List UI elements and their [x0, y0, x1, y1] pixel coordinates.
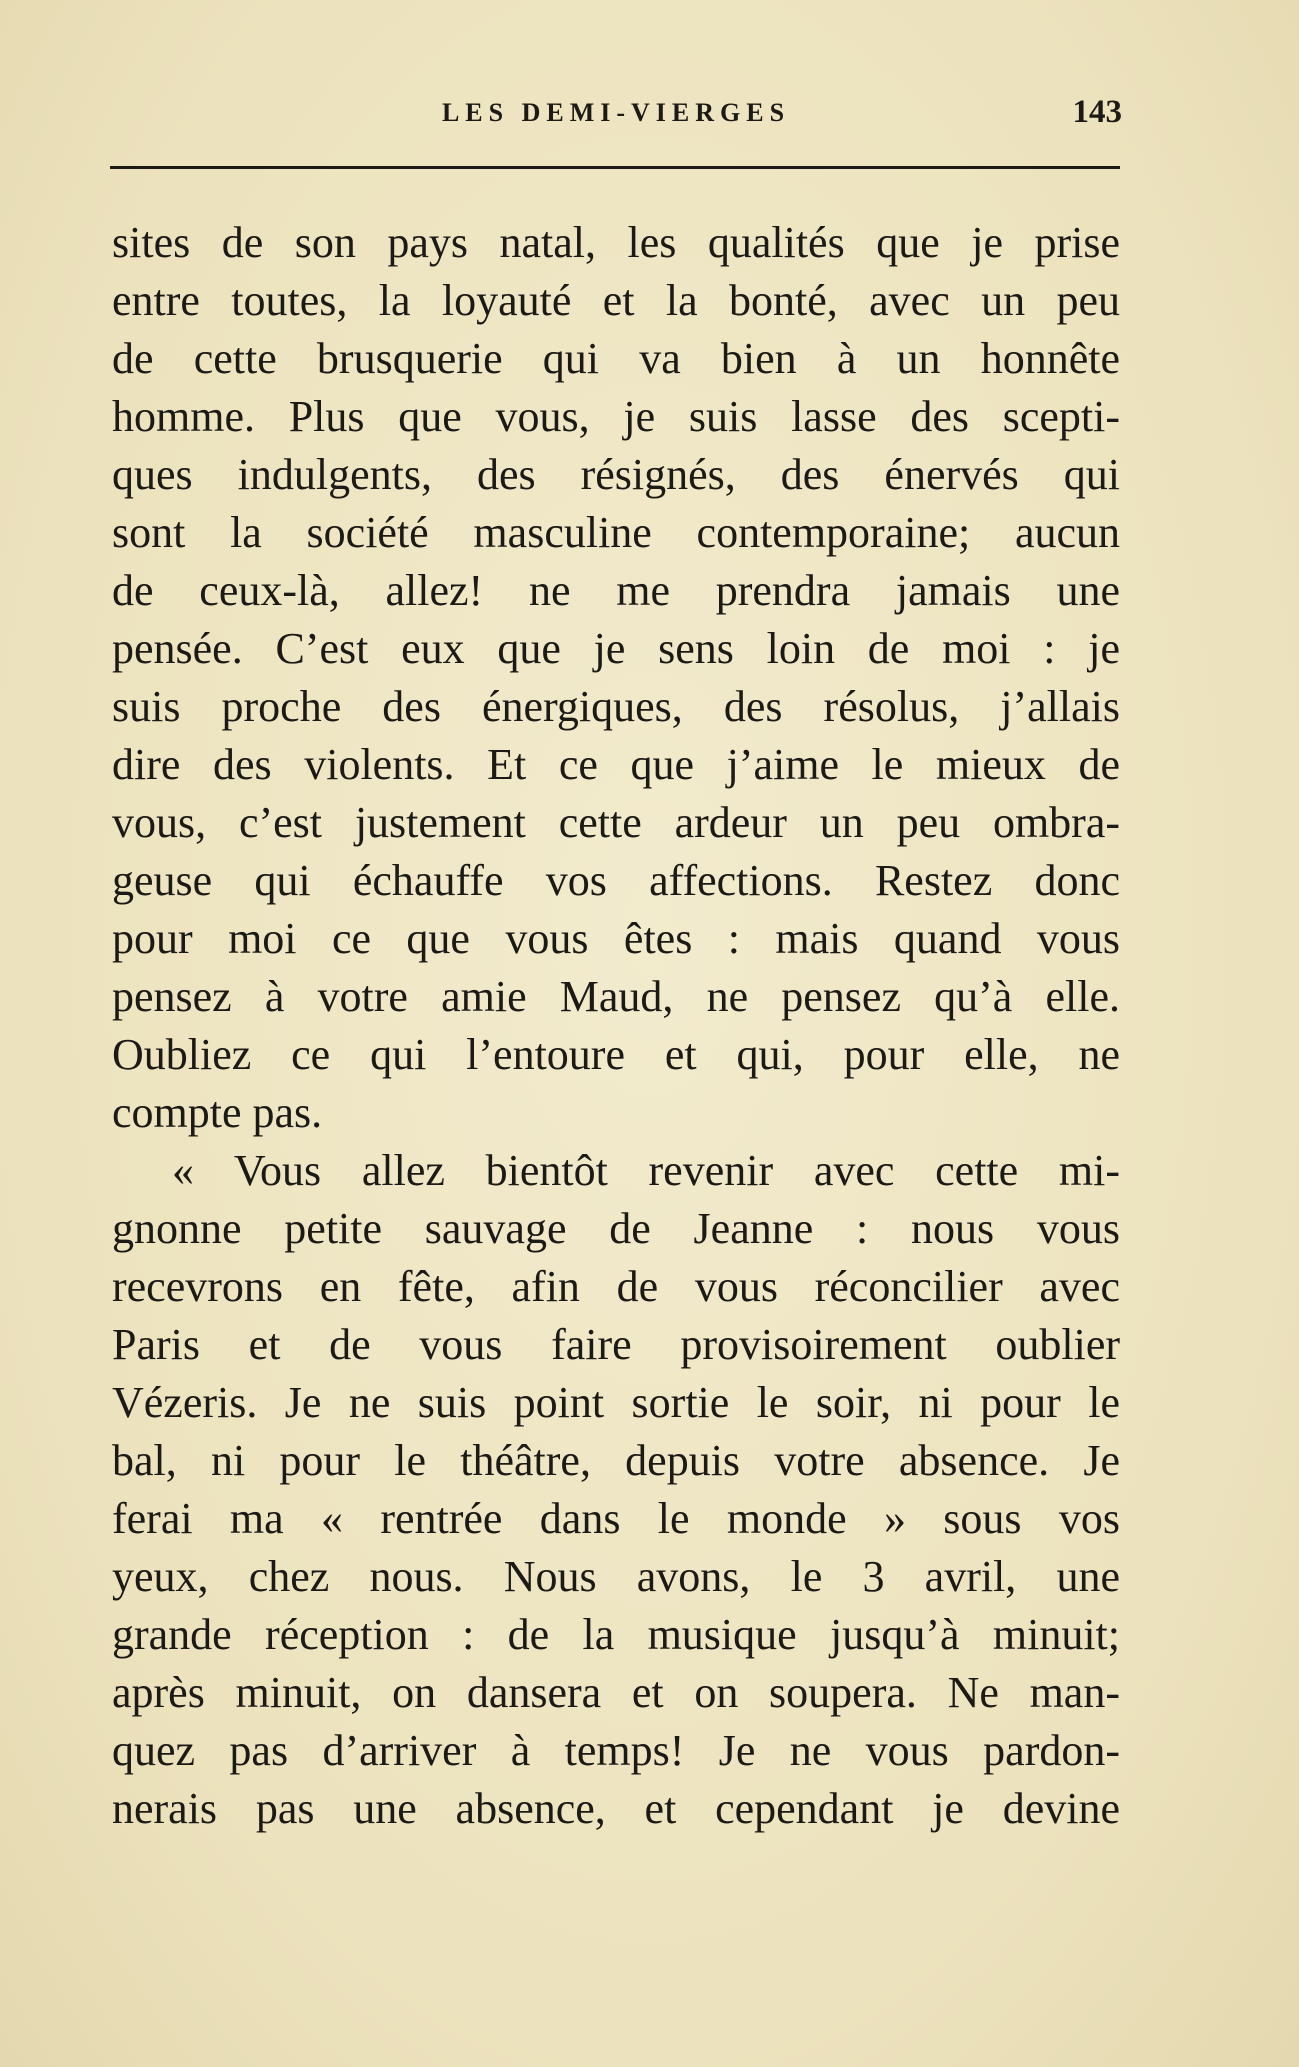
text-line: homme. Plus que vous, je suis lasse des scepti-	[112, 392, 1120, 441]
text-line: entre toutes, la loyauté et la bonté, avec un peu	[112, 276, 1120, 325]
text-line: vous, c’est justement cette ardeur un peu ombra-	[112, 798, 1120, 847]
text-line: yeux, chez nous. Nous avons, le 3 avril, une	[112, 1552, 1120, 1601]
paragraph-start-line: « Vous allez bientôt revenir avec cette mi-	[172, 1146, 1120, 1195]
text-line: sites de son pays natal, les qualités que je prise	[112, 218, 1120, 267]
text-line: Oubliez ce qui l’entoure et qui, pour elle, ne	[112, 1030, 1120, 1079]
header-rule	[110, 166, 1120, 169]
running-title: LES DEMI-VIERGES	[441, 98, 791, 127]
text-line: gnonne petite sauvage de Jeanne : nous vous	[112, 1204, 1120, 1253]
text-line: grande réception : de la musique jusqu’à minuit;	[112, 1610, 1120, 1659]
text-line: ques indulgents, des résignés, des énervés qui	[112, 450, 1120, 499]
text-line: recevrons en fête, afin de vous réconcilier avec	[112, 1262, 1120, 1311]
text-line: quez pas d’arriver à temps! Je ne vous pardon-	[112, 1726, 1120, 1775]
text-line: Paris et de vous faire provisoirement oublier	[112, 1320, 1120, 1369]
text-line: pour moi ce que vous êtes : mais quand vous	[112, 914, 1120, 963]
text-line: nerais pas une absence, et cependant je devine	[112, 1784, 1120, 1833]
text-line: geuse qui échauffe vos affections. Restez donc	[112, 856, 1120, 905]
running-head	[110, 94, 1122, 138]
text-line: pensez à votre amie Maud, ne pensez qu’à elle.	[112, 972, 1120, 1021]
text-line: ferai ma « rentrée dans le monde » sous vos	[112, 1494, 1120, 1543]
body-text	[112, 214, 1120, 1838]
text-line: après minuit, on dansera et on soupera. Ne man-	[112, 1668, 1120, 1717]
text-line: sont la société masculine contemporaine; aucun	[112, 508, 1120, 557]
text-line: Vézeris. Je ne suis point sortie le soir, ni pour le	[112, 1378, 1120, 1427]
text-line: de ceux-là, allez! ne me prendra jamais une	[112, 566, 1120, 615]
text-line: suis proche des énergiques, des résolus, j’allais	[112, 682, 1120, 731]
text-line: pensée. C’est eux que je sens loin de moi : je	[112, 624, 1120, 673]
text-line: de cette brusquerie qui va bien à un honnête	[112, 334, 1120, 383]
paragraph-end-line: compte pas.	[112, 1088, 323, 1137]
page-number: 143	[1072, 94, 1122, 130]
text-line: dire des violents. Et ce que j’aime le mieux de	[112, 740, 1120, 789]
text-line: bal, ni pour le théâtre, depuis votre absence. Je	[112, 1436, 1120, 1485]
